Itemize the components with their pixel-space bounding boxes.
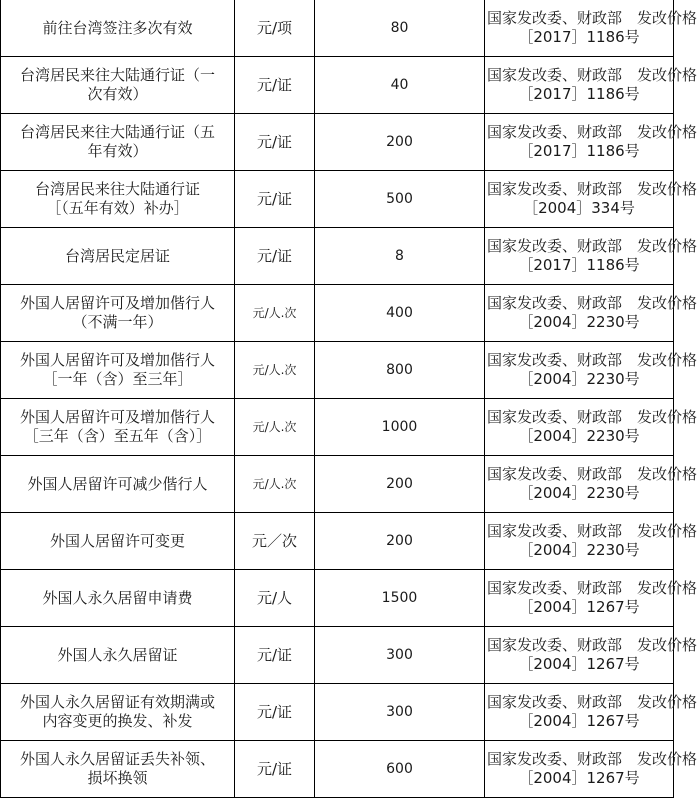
table-row xyxy=(1,285,674,342)
fee-item-text: ［一年（含）至三年］ xyxy=(42,370,193,388)
fee-basis-text: 国家发改委、财政部 发改价格 xyxy=(487,294,697,312)
table-row xyxy=(1,684,674,741)
fee-amount-cell: 8 xyxy=(315,228,485,285)
table-row xyxy=(1,57,674,114)
fee-basis-cell xyxy=(485,741,697,798)
fee-item-text: 外国人永久居留证丢失补领、 xyxy=(19,750,215,768)
fee-basis-text: ［2004］1267号 xyxy=(518,655,640,673)
fee-basis-text: ［2017］1186号 xyxy=(518,85,640,103)
table-row xyxy=(1,456,674,513)
fee-amount-cell: 300 xyxy=(315,684,485,741)
fee-item-text: 台湾居民来往大陆通行证（五 xyxy=(19,123,215,141)
fee-item-cell xyxy=(1,570,235,627)
table-row xyxy=(1,399,674,456)
fee-basis-text: 国家发改委、财政部 发改价格 xyxy=(487,408,697,426)
fee-basis-text: 国家发改委、财政部 发改价格 xyxy=(487,636,697,654)
fee-item-cell xyxy=(1,513,235,570)
fee-item-cell xyxy=(1,627,235,684)
fee-unit-cell: 元/证 xyxy=(235,228,315,285)
fee-item-cell xyxy=(1,342,235,399)
fee-amount-cell: 600 xyxy=(315,741,485,798)
fee-table-body xyxy=(1,0,697,798)
fee-item-cell xyxy=(1,684,235,741)
fee-basis-text: ［2017］1186号 xyxy=(518,142,640,160)
fee-item-cell xyxy=(1,114,235,171)
fee-basis-cell xyxy=(485,684,697,741)
fee-basis-text: 国家发改委、财政部 发改价格 xyxy=(487,522,697,540)
fee-basis-text: ［2004］1267号 xyxy=(518,598,640,616)
fee-item-cell xyxy=(1,285,235,342)
fee-basis-text: ［2004］334号 xyxy=(523,199,635,217)
fee-item-cell xyxy=(1,0,235,57)
fee-basis-text: ［2004］2230号 xyxy=(518,427,640,445)
fee-item-cell xyxy=(1,399,235,456)
fee-item-text: 外国人永久居留证 xyxy=(57,645,178,664)
fee-basis-text: 国家发改委、财政部 发改价格 xyxy=(487,123,697,141)
fee-basis-text: 国家发改委、财政部 发改价格 xyxy=(487,351,697,369)
fee-item-text: 内容变更的换发、补发 xyxy=(42,712,193,730)
fee-item-cell xyxy=(1,171,235,228)
fee-item-text: 外国人居留许可及增加偕行人 xyxy=(19,351,215,369)
fee-item-text: ［三年（含）至五年（含）］ xyxy=(23,427,212,445)
fee-unit-cell: 元/人.次 xyxy=(235,342,315,399)
fee-item-text: 外国人居留许可减少偕行人 xyxy=(27,474,208,493)
fee-item-cell xyxy=(1,57,235,114)
fee-unit-cell: 元/证 xyxy=(235,684,315,741)
fee-basis-cell xyxy=(485,285,697,342)
fee-amount-cell: 80 xyxy=(315,0,485,57)
fee-basis-cell xyxy=(485,342,697,399)
fee-basis-text: ［2004］1267号 xyxy=(518,712,640,730)
fee-unit-cell: 元/证 xyxy=(235,627,315,684)
fee-amount-cell: 500 xyxy=(315,171,485,228)
fee-basis-cell xyxy=(485,399,697,456)
fee-basis-text: 国家发改委、财政部 发改价格 xyxy=(487,465,697,483)
fee-unit-cell: 元/证 xyxy=(235,57,315,114)
fee-unit-cell: 元/人.次 xyxy=(235,285,315,342)
fee-unit-cell: 元/人.次 xyxy=(235,399,315,456)
fee-item-text: 台湾居民定居证 xyxy=(64,246,170,265)
fee-unit-cell: 元/证 xyxy=(235,114,315,171)
table-row xyxy=(1,741,674,798)
fee-basis-text: ［2004］2230号 xyxy=(518,313,640,331)
fee-basis-text: 国家发改委、财政部 发改价格 xyxy=(487,9,697,27)
fee-basis-text: 国家发改委、财政部 发改价格 xyxy=(487,237,697,255)
fee-basis-cell xyxy=(485,171,697,228)
fee-amount-cell: 300 xyxy=(315,627,485,684)
table-row xyxy=(1,627,674,684)
fee-item-text: 外国人永久居留申请费 xyxy=(42,588,193,607)
fee-basis-cell xyxy=(485,228,697,285)
fee-unit-cell: 元/证 xyxy=(235,741,315,798)
fee-unit-cell: 元/人 xyxy=(235,570,315,627)
table-row xyxy=(1,0,674,57)
table-row xyxy=(1,228,674,285)
fee-basis-cell xyxy=(485,627,697,684)
fee-amount-cell: 200 xyxy=(315,456,485,513)
fee-basis-text: 国家发改委、财政部 发改价格 xyxy=(487,66,697,84)
fee-item-cell xyxy=(1,741,235,798)
fee-basis-cell xyxy=(485,570,697,627)
fee-basis-text: ［2017］1186号 xyxy=(518,256,640,274)
table-row xyxy=(1,513,674,570)
fee-item-text: 外国人永久居留证有效期满或 xyxy=(19,693,215,711)
table-row xyxy=(1,114,674,171)
fee-item-text: （不满一年） xyxy=(72,313,163,331)
fee-basis-text: ［2004］2230号 xyxy=(518,484,640,502)
fee-amount-cell: 800 xyxy=(315,342,485,399)
table-row xyxy=(1,570,674,627)
fee-item-text: 外国人居留许可及增加偕行人 xyxy=(19,294,215,312)
fee-item-text: 外国人居留许可及增加偕行人 xyxy=(19,408,215,426)
fee-item-cell xyxy=(1,456,235,513)
fee-basis-text: 国家发改委、财政部 发改价格 xyxy=(487,579,697,597)
fee-amount-cell: 1500 xyxy=(315,570,485,627)
fee-item-text: 台湾居民来往大陆通行证（一 xyxy=(19,66,215,84)
fee-unit-cell: 元/项 xyxy=(235,0,315,57)
fee-item-text: 台湾居民来往大陆通行证 xyxy=(34,180,200,198)
fee-item-text: 损坏换领 xyxy=(87,769,148,787)
fee-item-text: 年有效） xyxy=(87,142,148,160)
fee-unit-cell: 元/证 xyxy=(235,171,315,228)
fee-amount-cell: 200 xyxy=(315,114,485,171)
table-row xyxy=(1,342,674,399)
fee-basis-text: 国家发改委、财政部 发改价格 xyxy=(487,693,697,711)
fee-basis-text: ［2004］1267号 xyxy=(518,769,640,787)
fee-basis-cell xyxy=(485,513,697,570)
fee-basis-cell xyxy=(485,456,697,513)
fee-basis-cell xyxy=(485,57,697,114)
table-row xyxy=(1,171,674,228)
fee-item-text: 次有效） xyxy=(87,85,148,103)
fee-basis-cell xyxy=(485,114,697,171)
fee-amount-cell: 400 xyxy=(315,285,485,342)
fee-item-text: 外国人居留许可变更 xyxy=(49,531,185,550)
fee-item-text: ［（五年有效）补办］ xyxy=(46,199,189,217)
fee-basis-text: ［2004］2230号 xyxy=(518,370,640,388)
fee-basis-text: ［2017］1186号 xyxy=(518,28,640,46)
fee-basis-text: 国家发改委、财政部 发改价格 xyxy=(487,180,697,198)
fee-basis-text: ［2004］2230号 xyxy=(518,541,640,559)
fee-item-cell xyxy=(1,228,235,285)
fee-amount-cell: 40 xyxy=(315,57,485,114)
fee-unit-cell: 元／次 xyxy=(235,513,315,570)
fee-basis-text: 国家发改委、财政部 发改价格 xyxy=(487,750,697,768)
fee-amount-cell: 1000 xyxy=(315,399,485,456)
fee-basis-cell xyxy=(485,0,697,57)
fee-item-text: 前往台湾签注多次有效 xyxy=(42,18,193,37)
fee-unit-cell: 元/人.次 xyxy=(235,456,315,513)
fee-amount-cell: 200 xyxy=(315,513,485,570)
